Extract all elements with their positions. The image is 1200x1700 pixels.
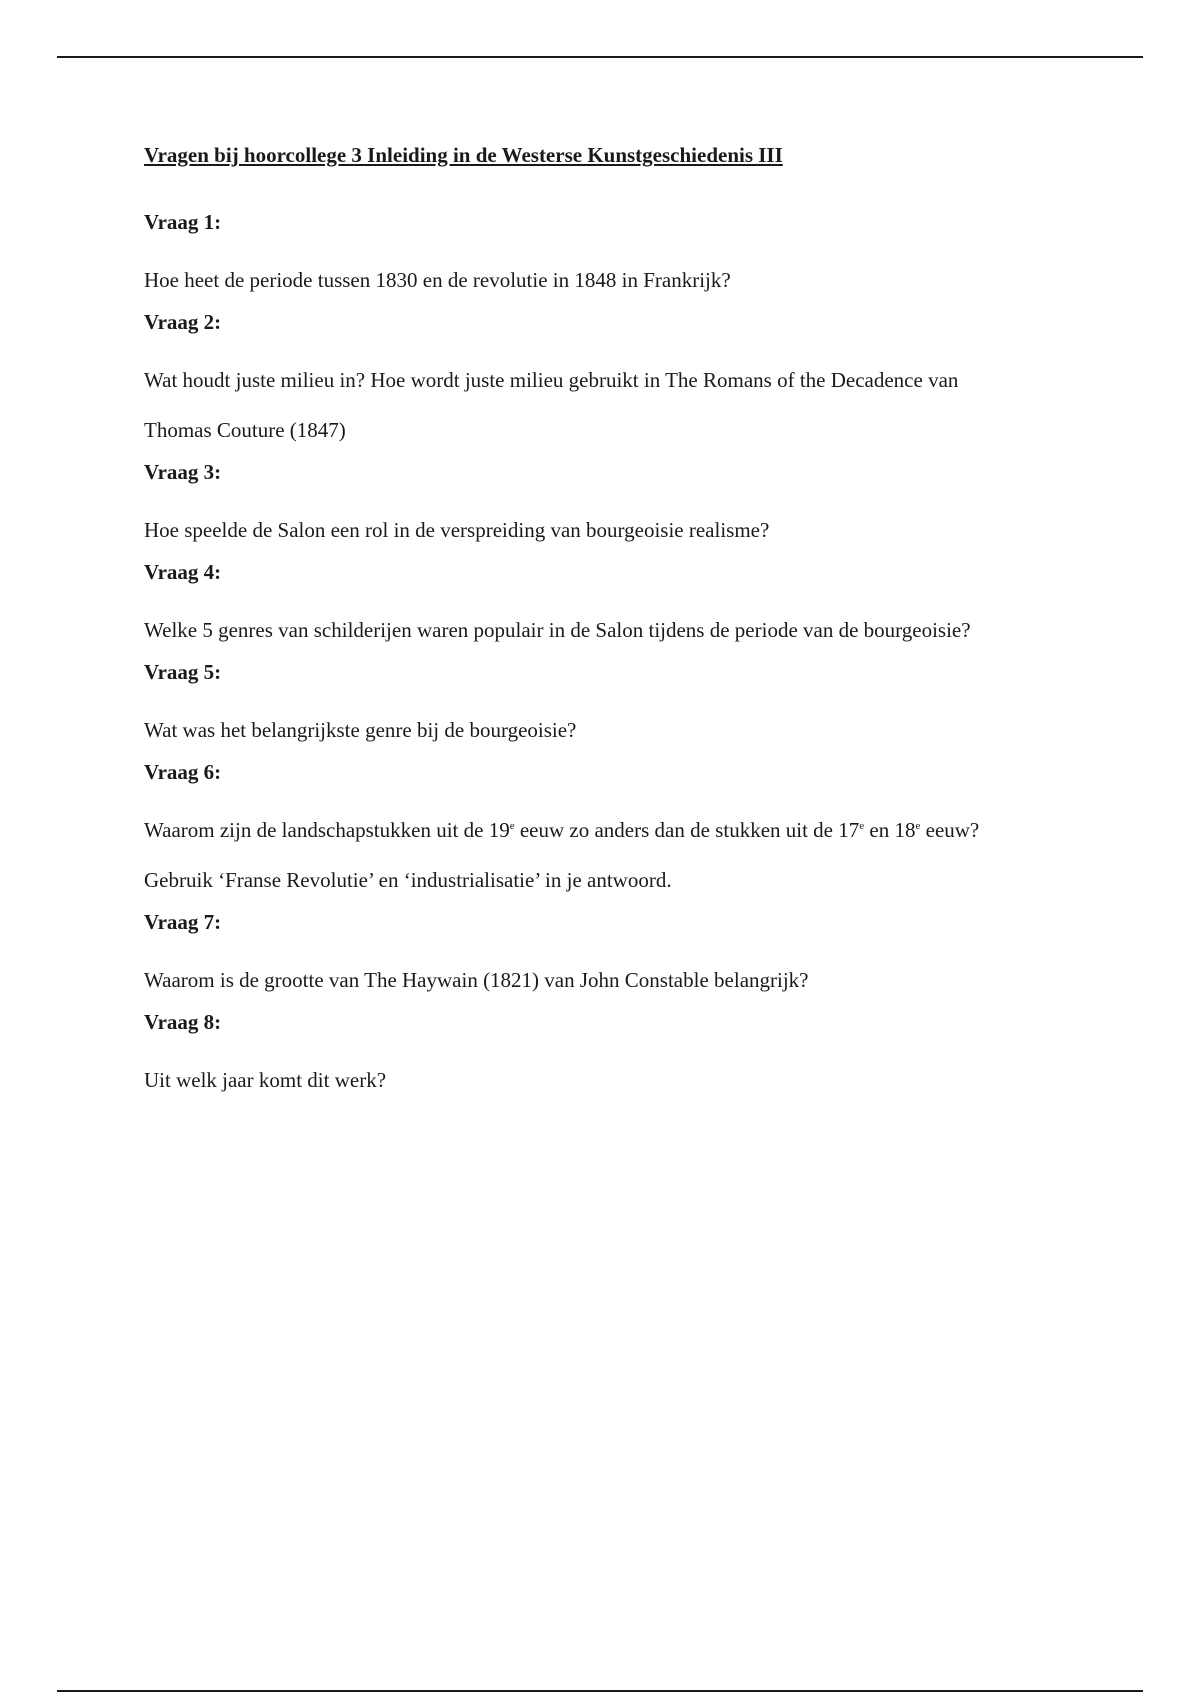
- question-block-8: [144, 1007, 1044, 1105]
- question-block-7: [144, 907, 1044, 1005]
- question-text: Hoe speelde de Salon een rol in de verspreiding van bourgeoisie realisme?: [144, 518, 770, 542]
- question-heading: Vraag 8:: [144, 1010, 222, 1034]
- question-block-5: [144, 657, 1044, 755]
- question-text: [144, 805, 1044, 855]
- question-block-4: [144, 557, 1044, 655]
- superscript: e: [915, 820, 921, 832]
- header-rule: [57, 56, 1143, 58]
- question-block-3: [144, 457, 1044, 555]
- question-text-continued: Gebruik ‘Franse Revolutie’ en ‘industrialisatie’ in je antwoord.: [144, 868, 672, 892]
- document-title: Vragen bij hoorcollege 3 Inleiding in de Westerse Kunstgeschiedenis III: [144, 143, 783, 167]
- question-text: Waarom is de grootte van The Haywain (1821) van John Constable belangrijk?: [144, 968, 809, 992]
- question-block-2: [144, 307, 1044, 455]
- question-heading: Vraag 6:: [144, 760, 222, 784]
- question-heading: Vraag 5:: [144, 660, 222, 684]
- text-segment: Waarom zijn de landschapstukken uit de 19: [144, 818, 510, 842]
- question-block-1: [144, 207, 1044, 305]
- question-block-6: [144, 757, 1044, 905]
- question-heading: Vraag 1:: [144, 210, 222, 234]
- text-segment: eeuw?: [920, 818, 980, 842]
- superscript: e: [509, 820, 515, 832]
- footer-rule: [57, 1690, 1143, 1692]
- question-text: Hoe heet de periode tussen 1830 en de revolutie in 1848 in Frankrijk?: [144, 268, 731, 292]
- question-text-continued: Thomas Couture (1847): [144, 418, 346, 442]
- question-text: Uit welk jaar komt dit werk?: [144, 1068, 387, 1092]
- question-heading: Vraag 7:: [144, 910, 222, 934]
- question-heading: Vraag 2:: [144, 310, 222, 334]
- text-segment: en 18: [864, 818, 916, 842]
- superscript: e: [859, 820, 865, 832]
- question-heading: Vraag 4:: [144, 560, 222, 584]
- text-segment: eeuw zo anders dan de stukken uit de 17: [514, 818, 860, 842]
- question-text: Wat was het belangrijkste genre bij de bourgeoisie?: [144, 718, 577, 742]
- question-heading: Vraag 3:: [144, 460, 222, 484]
- question-text: Wat houdt juste milieu in? Hoe wordt juste milieu gebruikt in The Romans of the Decadence van: [144, 368, 959, 392]
- question-text: Welke 5 genres van schilderijen waren populair in de Salon tijdens de periode van de bourgeoisie?: [144, 618, 971, 642]
- document-body: [144, 140, 1044, 1105]
